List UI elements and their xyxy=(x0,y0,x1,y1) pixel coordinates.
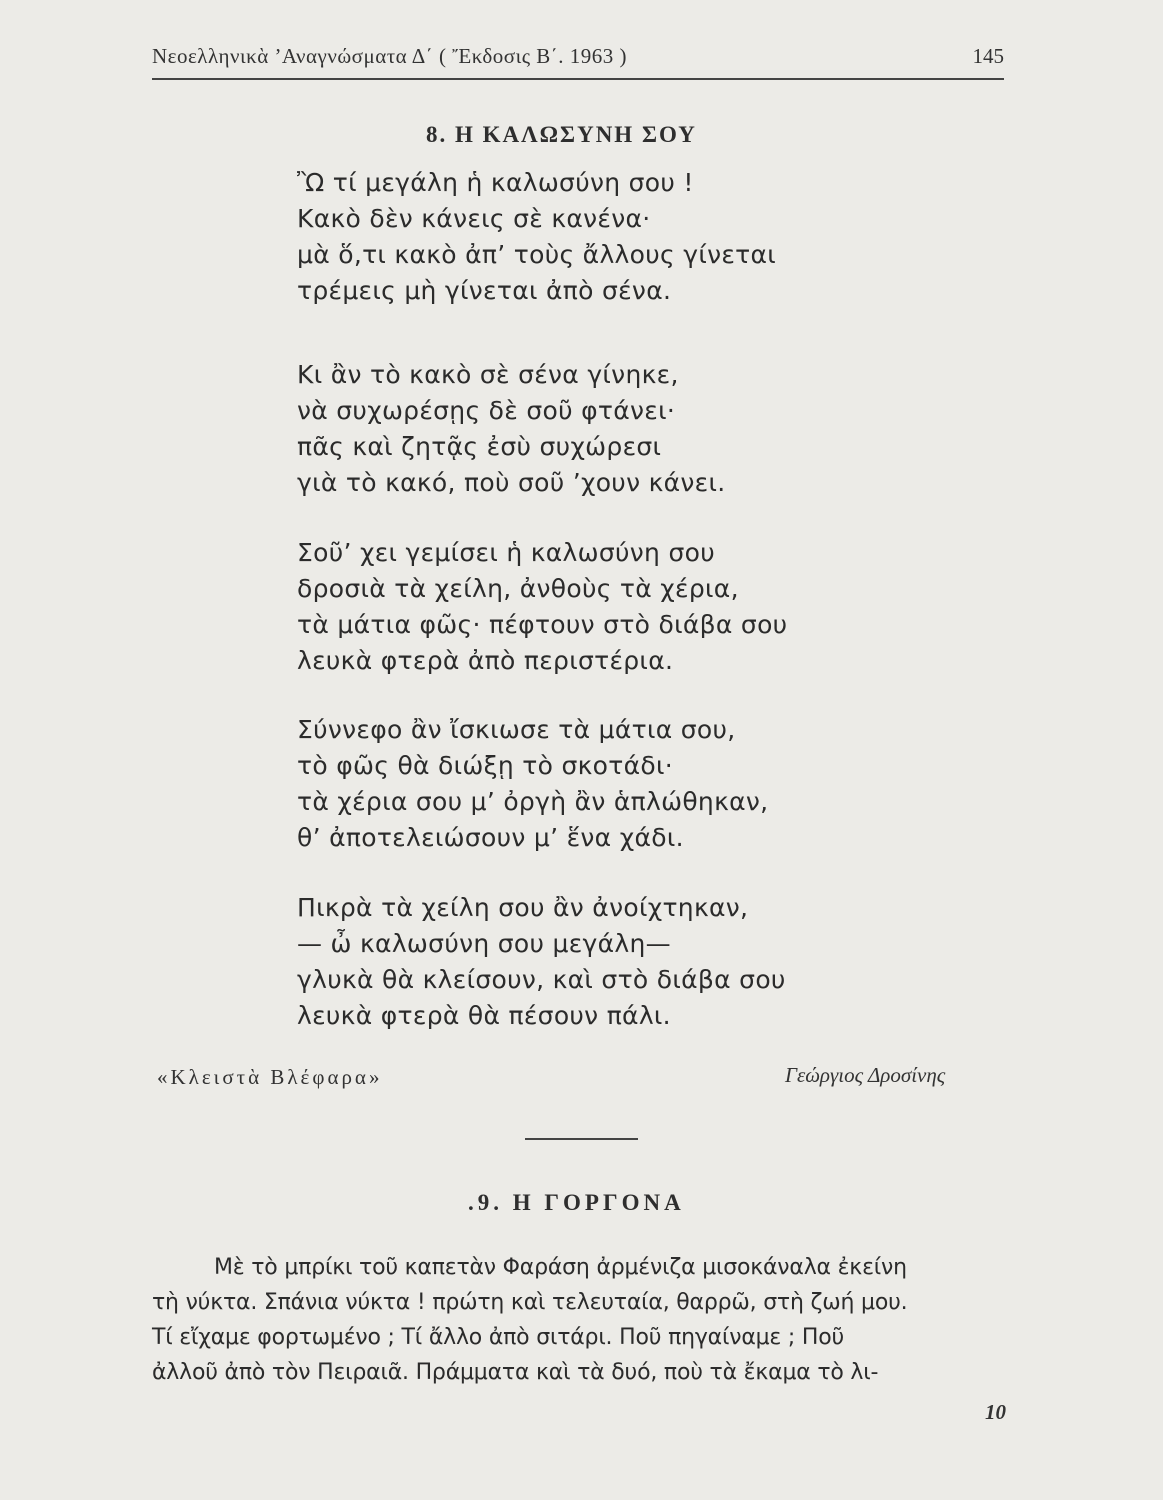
verse-line: νὰ συχωρέσῃς δὲ σοῦ φτάνει· xyxy=(297,396,676,425)
stanza-1 xyxy=(297,165,776,309)
poem-title: 8. Η ΚΑΛΩΣΥΝΗ ΣΟΥ xyxy=(426,122,697,147)
verse-line: μὰ ὅ,τι κακὸ ἀπ’ τοὺς ἄλλους γίνεται xyxy=(297,240,777,269)
verse-line: Κακὸ δὲν κάνεις σὲ κανένα· xyxy=(297,204,651,233)
verse-line: Σοῦ’ χει γεμίσει ἡ καλωσύνη σου xyxy=(297,538,715,567)
section-title: .9. Η ΓΟΡΓΟΝΑ xyxy=(468,1190,685,1215)
book-title: Νεοελληνικὰ ’Αναγνώσματα Δ΄ ( Ἔκδοσις Β΄. 1963 ) xyxy=(152,44,628,68)
page-number: 145 xyxy=(972,44,1004,68)
verse-line: θ’ ἀποτελειώσουν μ’ ἕνα χάδι. xyxy=(297,823,684,852)
verse-line: Ὢ τί μεγάλη ἡ καλωσύνη σου ! xyxy=(297,168,694,197)
verse-line: τρέμεις μὴ γίνεται ἀπὸ σένα. xyxy=(297,276,672,305)
verse-line: Σύννεφο ἂν ἴσκιωσε τὰ μάτια σου, xyxy=(297,715,736,744)
verse-line: Πικρὰ τὰ χείλη σου ἂν ἀνοίχτηκαν, xyxy=(297,893,749,922)
poem-source: «Κλειστὰ Βλέφαρα» xyxy=(157,1065,383,1089)
stanza-5 xyxy=(297,890,786,1034)
verse-line: τὰ χέρια σου μ’ ὀργὴ ἂν ἁπλώθηκαν, xyxy=(297,787,769,816)
sheet-number: 10 xyxy=(985,1400,1006,1424)
verse-line: τὰ μάτια φῶς· πέφτουν στὸ διάβα σου xyxy=(297,610,788,639)
prose-line: Τί εἴχαμε φορτωμένο ; Τί ἄλλο ἀπὸ σιτάρι. Ποῦ πηγαίναμε ; Ποῦ xyxy=(152,1325,845,1350)
prose-paragraph xyxy=(152,1250,1008,1390)
prose-line: Μὲ τὸ μπρίκι τοῦ καπετὰν Φαράση ἀρμένιζα μισοκάναλα ἐκείνη xyxy=(214,1255,907,1280)
header-rule xyxy=(152,78,1004,80)
prose-line: ἀλλοῦ ἀπὸ τὸν Πειραιᾶ. Πράμματα καὶ τὰ δυό, ποὺ τὰ ἔκαμα τὸ λι- xyxy=(152,1360,879,1385)
verse-line: τὸ φῶς θὰ διώξῃ τὸ σκοτάδι· xyxy=(297,751,673,780)
verse-line: Κι ἂν τὸ κακὸ σὲ σένα γίνηκε, xyxy=(297,360,679,389)
verse-line: — ὦ καλωσύνη σου μεγάλη— xyxy=(297,929,671,958)
verse-line: λευκὰ φτερὰ θὰ πέσουν πάλι. xyxy=(297,1001,671,1030)
poem-author: Γεώργιος Δροσίνης xyxy=(785,1063,946,1087)
stanza-4 xyxy=(297,712,768,856)
prose-line: τὴ νύκτα. Σπάνια νύκτα ! πρώτη καὶ τελευταία, θαρρῶ, στὴ ζωή μου. xyxy=(152,1290,908,1315)
verse-line: γλυκὰ θὰ κλείσουν, καὶ στὸ διάβα σου xyxy=(297,965,786,994)
stanza-3 xyxy=(297,535,787,679)
stanza-2 xyxy=(297,357,725,501)
verse-line: πᾶς καὶ ζητᾷς ἐσὺ συχώρεσι xyxy=(297,432,662,461)
verse-line: δροσιὰ τὰ χείλη, ἀνθοὺς τὰ χέρια, xyxy=(297,574,739,603)
verse-line: λευκὰ φτερὰ ἀπὸ περιστέρια. xyxy=(297,646,674,675)
section-divider xyxy=(525,1138,638,1140)
verse-line: γιὰ τὸ κακό, ποὺ σοῦ ’χουν κάνει. xyxy=(297,468,726,497)
